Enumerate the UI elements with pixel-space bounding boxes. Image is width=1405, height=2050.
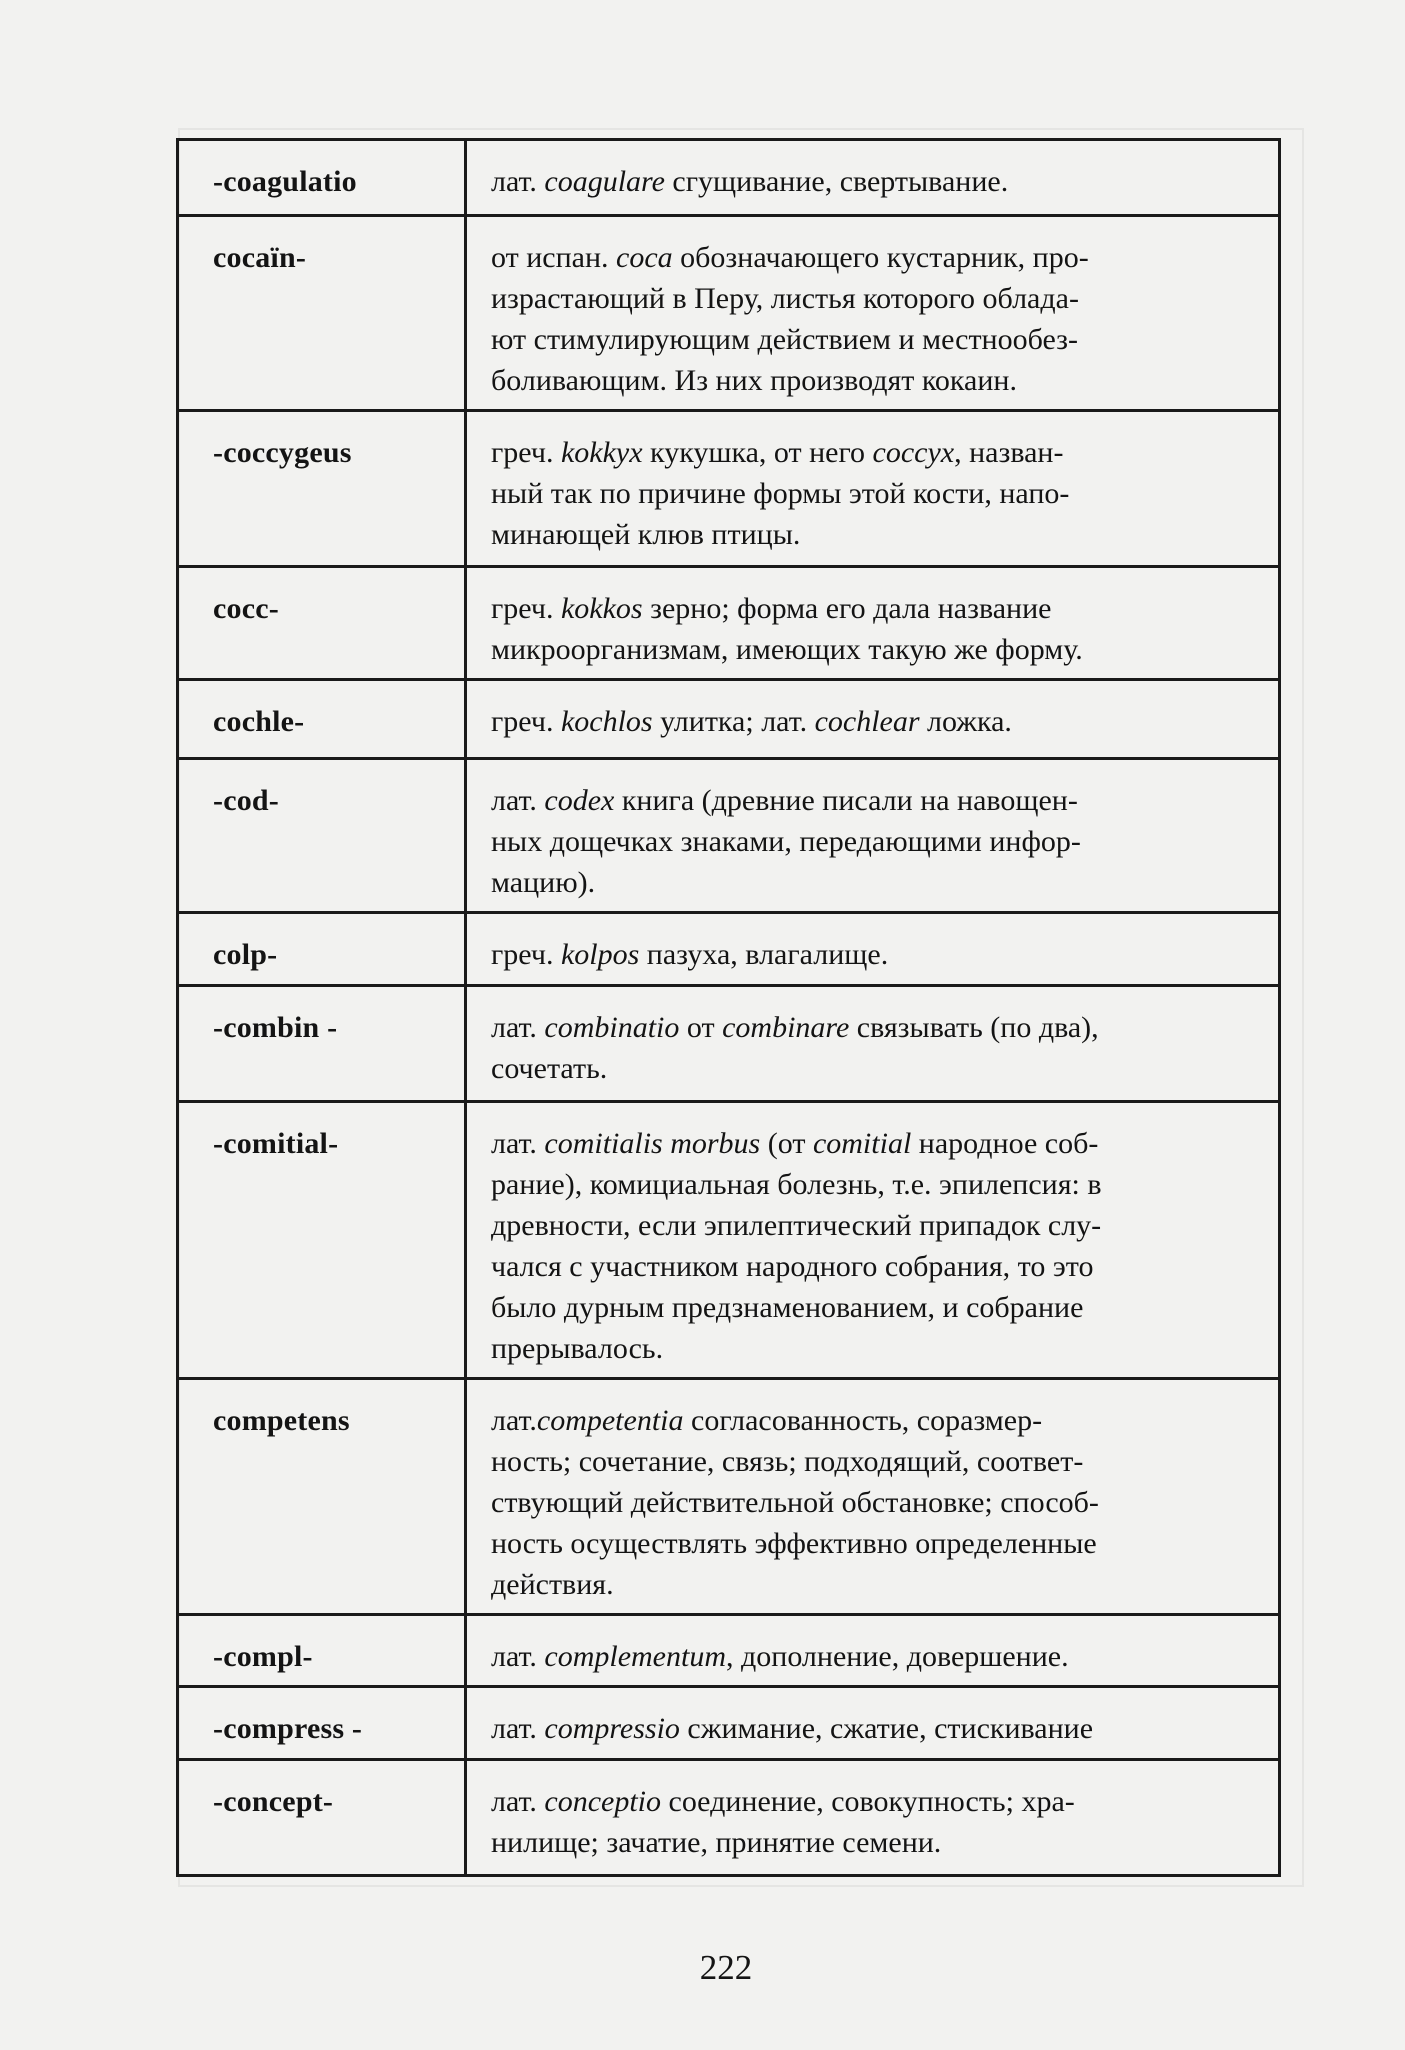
definition-text: (от bbox=[760, 1127, 813, 1160]
definition-cell bbox=[466, 411, 1280, 567]
entry-definition bbox=[467, 1688, 1278, 1757]
entry-definition bbox=[467, 217, 1278, 409]
term-cell bbox=[178, 1379, 466, 1615]
term-cell bbox=[178, 140, 466, 216]
glossary-table bbox=[176, 138, 1281, 1877]
definition-text: микроорганизмам, имеющих такую же форму. bbox=[491, 633, 1083, 666]
definition-text: было дурным предзнаменованием, и собрание bbox=[491, 1291, 1084, 1324]
term-cell bbox=[178, 986, 466, 1102]
italic-term: coccyx bbox=[872, 436, 955, 469]
entry-term: -comitial- bbox=[213, 1127, 339, 1160]
italic-term: kokkos bbox=[560, 592, 643, 625]
entry-definition bbox=[467, 681, 1278, 750]
page-number: 222 bbox=[699, 1948, 753, 1987]
term-cell bbox=[178, 567, 466, 680]
definition-text: сочетать. bbox=[491, 1052, 608, 1085]
italic-term: conceptio bbox=[544, 1785, 661, 1818]
entry-term: -compress - bbox=[213, 1712, 363, 1745]
definition-text: лат. bbox=[491, 1404, 537, 1437]
italic-term: compressio bbox=[544, 1712, 680, 1745]
italic-term: combinare bbox=[722, 1011, 850, 1044]
term-cell bbox=[178, 1760, 466, 1876]
table-row bbox=[178, 140, 1280, 216]
definition-cell bbox=[466, 216, 1280, 411]
entry-definition bbox=[467, 1616, 1278, 1685]
definition-text: ствующий действительной обстановке; способ- bbox=[491, 1486, 1099, 1519]
entry-term: -coagulatio bbox=[213, 165, 357, 198]
definition-cell bbox=[466, 1615, 1280, 1687]
definition-cell bbox=[466, 986, 1280, 1102]
definition-cell bbox=[466, 913, 1280, 986]
definition-text: ный так по причине формы этой кости, напо- bbox=[491, 477, 1070, 510]
definition-text: чался с участником народного собрания, то это bbox=[491, 1250, 1094, 1283]
table-row bbox=[178, 216, 1280, 411]
italic-term: competentia bbox=[536, 1404, 684, 1437]
definition-text: лат. bbox=[491, 1011, 545, 1044]
definition-text: от bbox=[679, 1011, 723, 1044]
entry-term: -coccygeus bbox=[213, 436, 352, 469]
definition-text: израстающий в Перу, листья которого облада- bbox=[491, 282, 1079, 315]
italic-term: codex bbox=[544, 784, 615, 817]
definition-cell bbox=[466, 1102, 1280, 1379]
table-row bbox=[178, 1615, 1280, 1687]
term-cell bbox=[178, 1687, 466, 1760]
definition-cell bbox=[466, 759, 1280, 913]
definition-cell bbox=[466, 680, 1280, 759]
table-row bbox=[178, 411, 1280, 567]
term-cell bbox=[178, 216, 466, 411]
table-row bbox=[178, 986, 1280, 1102]
definition-text: , назван- bbox=[954, 436, 1064, 469]
definition-text: мацию). bbox=[491, 866, 596, 899]
definition-text: минающей клюв птицы. bbox=[491, 518, 801, 551]
definition-text: греч. bbox=[491, 705, 561, 738]
definition-text: , дополнение, довершение. bbox=[726, 1640, 1069, 1673]
table-row bbox=[178, 567, 1280, 680]
entry-definition bbox=[467, 568, 1278, 678]
entry-term: -combin - bbox=[213, 1011, 338, 1044]
definition-text: греч. bbox=[491, 436, 561, 469]
definition-text: рание), комициальная болезнь, т.е. эпилепсия: в bbox=[491, 1168, 1102, 1201]
italic-term: cochlear bbox=[814, 705, 920, 738]
definition-text: ют стимулирующим действием и местнообез- bbox=[491, 323, 1079, 356]
table-row bbox=[178, 759, 1280, 913]
entry-definition bbox=[467, 914, 1278, 983]
term-cell bbox=[178, 913, 466, 986]
italic-term: kolpos bbox=[560, 938, 640, 971]
definition-text: соединение, совокупность; хра- bbox=[661, 1785, 1075, 1818]
definition-text: связывать (по два), bbox=[849, 1011, 1099, 1044]
definition-text: лат. bbox=[491, 165, 545, 198]
definition-text: сгущивание, свертывание. bbox=[664, 165, 1009, 198]
definition-text: лат. bbox=[491, 784, 545, 817]
definition-cell bbox=[466, 567, 1280, 680]
italic-term: coca bbox=[616, 241, 673, 274]
definition-text: книга (древние писали на навощен- bbox=[614, 784, 1078, 817]
definition-text: ность; сочетание, связь; подходящий, соответ- bbox=[491, 1445, 1084, 1478]
definition-text: ных дощечках знаками, передающими инфор- bbox=[491, 825, 1081, 858]
italic-term: comitial bbox=[812, 1127, 912, 1160]
term-cell bbox=[178, 680, 466, 759]
italic-term: kokkyx bbox=[560, 436, 643, 469]
definition-text: нилище; зачатие, принятие семени. bbox=[491, 1826, 942, 1859]
term-cell bbox=[178, 411, 466, 567]
entry-definition bbox=[467, 1380, 1278, 1613]
italic-term: kochlos bbox=[560, 705, 653, 738]
definition-text: народное соб- bbox=[911, 1127, 1099, 1160]
table-row bbox=[178, 1379, 1280, 1615]
entry-term: cocc- bbox=[213, 592, 279, 625]
definition-text: согласованность, соразмер- bbox=[683, 1404, 1043, 1437]
table-row bbox=[178, 1687, 1280, 1760]
entry-term: -concept- bbox=[213, 1785, 334, 1818]
definition-text: улитка; лат. bbox=[652, 705, 815, 738]
entry-term: -compl- bbox=[213, 1640, 313, 1673]
entry-definition bbox=[467, 987, 1278, 1097]
table-row bbox=[178, 1760, 1280, 1876]
entry-definition bbox=[467, 760, 1278, 911]
definition-text: ложка. bbox=[919, 705, 1012, 738]
italic-term: complementum bbox=[544, 1640, 726, 1673]
definition-text: прерывалось. bbox=[491, 1332, 664, 1365]
italic-term: comitialis morbus bbox=[544, 1127, 761, 1160]
entry-definition bbox=[467, 412, 1278, 563]
definition-text: лат. bbox=[491, 1127, 545, 1160]
definition-text: пазуха, влагалище. bbox=[639, 938, 889, 971]
definition-text: древности, если эпилептический припадок слу- bbox=[491, 1209, 1102, 1242]
definition-text: действия. bbox=[491, 1568, 614, 1601]
entry-definition bbox=[467, 1761, 1278, 1871]
italic-term: combinatio bbox=[544, 1011, 680, 1044]
definition-text: обозначающего кустарник, про- bbox=[672, 241, 1089, 274]
definition-cell bbox=[466, 1760, 1280, 1876]
definition-text: греч. bbox=[491, 938, 561, 971]
definition-cell bbox=[466, 1379, 1280, 1615]
entry-term: colp- bbox=[213, 938, 278, 971]
entry-term: -cod- bbox=[213, 784, 279, 817]
entry-term: cochle- bbox=[213, 705, 305, 738]
definition-text: сжимание, сжатие, стискивание bbox=[679, 1712, 1094, 1745]
entry-definition bbox=[467, 141, 1278, 210]
definition-text: зерно; форма его дала название bbox=[642, 592, 1052, 625]
definition-text: лат. bbox=[491, 1785, 545, 1818]
table-row bbox=[178, 913, 1280, 986]
term-cell bbox=[178, 759, 466, 913]
table-row bbox=[178, 1102, 1280, 1379]
entry-definition bbox=[467, 1103, 1278, 1377]
entry-term: competens bbox=[213, 1404, 350, 1437]
term-cell bbox=[178, 1102, 466, 1379]
entry-term: cocaïn- bbox=[213, 241, 307, 274]
definition-text: кукушка, от него bbox=[642, 436, 873, 469]
definition-text: боливающим. Из них производят кокаин. bbox=[491, 364, 1017, 397]
definition-text: ность осуществлять эффективно определенные bbox=[491, 1527, 1097, 1560]
definition-cell bbox=[466, 140, 1280, 216]
italic-term: coagulare bbox=[544, 165, 665, 198]
definition-cell bbox=[466, 1687, 1280, 1760]
table-row bbox=[178, 680, 1280, 759]
definition-text: греч. bbox=[491, 592, 561, 625]
definition-text: от испан. bbox=[491, 241, 617, 274]
definition-text: лат. bbox=[491, 1712, 545, 1745]
term-cell bbox=[178, 1615, 466, 1687]
definition-text: лат. bbox=[491, 1640, 545, 1673]
